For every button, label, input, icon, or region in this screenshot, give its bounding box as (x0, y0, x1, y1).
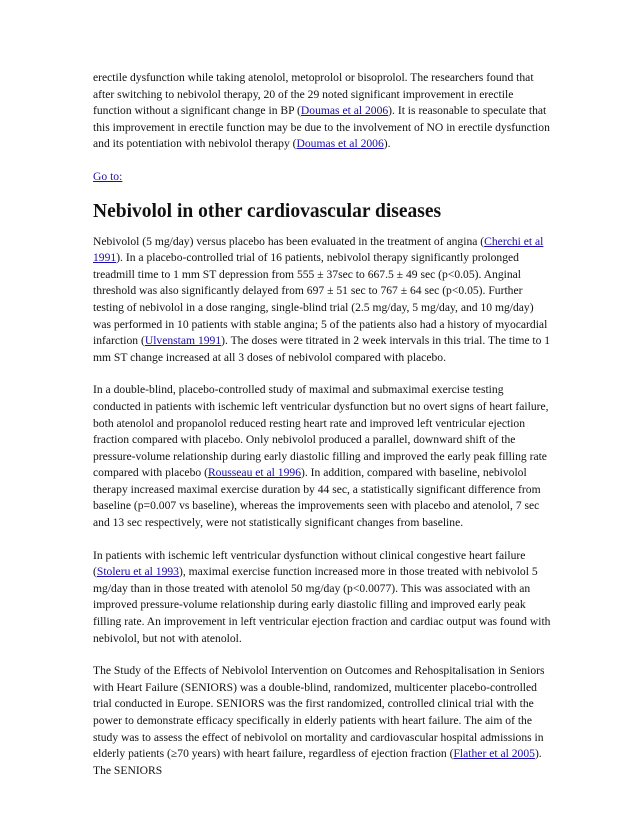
paragraph-ischemic-dysfunction: In patients with ischemic left ventricular dysfunction without clinical congestive heart failure (Stoleru et al 1993), maximal exercise function increased more in those treated with nebivolol 5 mg/day than in those treated with atenolol 50 mg/day (p<0.0077). This was associated with an improved pressure-volume relationship during early diastolic filling and improved early peak filling rate. An improvement in left ventricular ejection fraction and cardiac output was found with nebivolol, but not with atenolol. (93, 548, 551, 645)
goto-link[interactable]: Go to: (93, 169, 123, 183)
section-heading: Nebivolol in other cardiovascular diseases (93, 200, 442, 222)
citation-link-stoleru-1993[interactable]: Stoleru et al 1993 (96, 565, 179, 579)
citation-link-doumas-2006[interactable]: Doumas et al 2006 (296, 137, 384, 151)
document-page (93, 70, 553, 795)
goto-nav (93, 169, 553, 186)
citation-link-ulvenstam-1991[interactable]: Ulvenstam 1991 (144, 334, 222, 348)
citation-link-doumas-2006[interactable]: Doumas et al 2006 (300, 104, 389, 118)
paragraph-angina: Nebivolol (5 mg/day) versus placebo has been evaluated in the treatment of angina (Cherchi et al 1991). In a placebo-controlled trial of 16 patients, nebivolol therapy significantly prolonged treadmill time to 1 mm ST depression from 555 ± 37sec to 667.5 ± 49 sec (p<0.05). Anginal threshold was also significantly delayed from 697 ± 51 sec to 767 ± 64 sec (p<0.05). Further testing of nebivolol in a dose ranging, single-blind trial (2.5 mg/day, 5 mg/day, and 10 mg/day) was performed in 10 patients with stable angina; 5 of the patients also had a history of myocardial infarction (Ulvenstam 1991). The doses were titrated in 2 week intervals in this trial. The time to 1 mm ST change increased at all 3 doses of nebivolol compared with placebo. (93, 234, 551, 364)
citation-link-flather-2005[interactable]: Flather et al 2005 (453, 747, 535, 761)
paragraph-seniors-study: The Study of the Effects of Nebivolol Intervention on Outcomes and Rehospitalisation in Seniors with Heart Failure (SENIORS) was a double-blind, randomized, multicenter placebo-controlled trial conducted in Europe. SENIORS was the first randomized, controlled clinical trial with the power to demonstrate efficacy specifically in elderly patients with heart failure. The aim of the study was to assess the effect of nebivolol on mortality and cardiovascular hospital admissions in elderly patients (≥70 years) with heart failure, regardless of ejection fraction (Flather et al 2005). The SENIORS (93, 664, 545, 777)
paragraph-exercise-testing: In a double-blind, placebo-controlled study of maximal and submaximal exercise testing conducted in patients with ischemic left ventricular dysfunction but no overt signs of heart failure, both atenolol and propanolol reduced resting heart rate and improved left ventricular ejection fraction compared with placebo. Only nebivolol produced a parallel, downward shift of the pressure-volume relationship during early diastolic filling and improved the early peak filling rate compared with placebo (Rousseau et al 1996). In addition, compared with baseline, nebivolol therapy increased maximal exercise duration by 44 sec, a statistically significant difference from baseline (p=0.007 vs baseline), whereas the improvements seen with placebo and atenolol, 7 sec and 13 sec respectively, were not statistically significant changes from baseline. (93, 383, 549, 530)
paragraph-erectile-dysfunction: erectile dysfunction while taking atenolol, metoprolol or bisoprolol. The researchers found that after switching to nebivolol therapy, 20 of the 29 noted significant improvement in erectile function without a significant change in BP (Doumas et al 2006). It is reasonable to speculate that this improvement in erectile function may be due to the involvement of NO in erectile dysfunction and its potentiation with nebivolol therapy (Doumas et al 2006). (93, 71, 550, 151)
citation-link-rousseau-1996[interactable]: Rousseau et al 1996 (207, 466, 301, 480)
citation-link-cherchi-1991[interactable]: Cherchi et al 1991 (93, 234, 544, 265)
